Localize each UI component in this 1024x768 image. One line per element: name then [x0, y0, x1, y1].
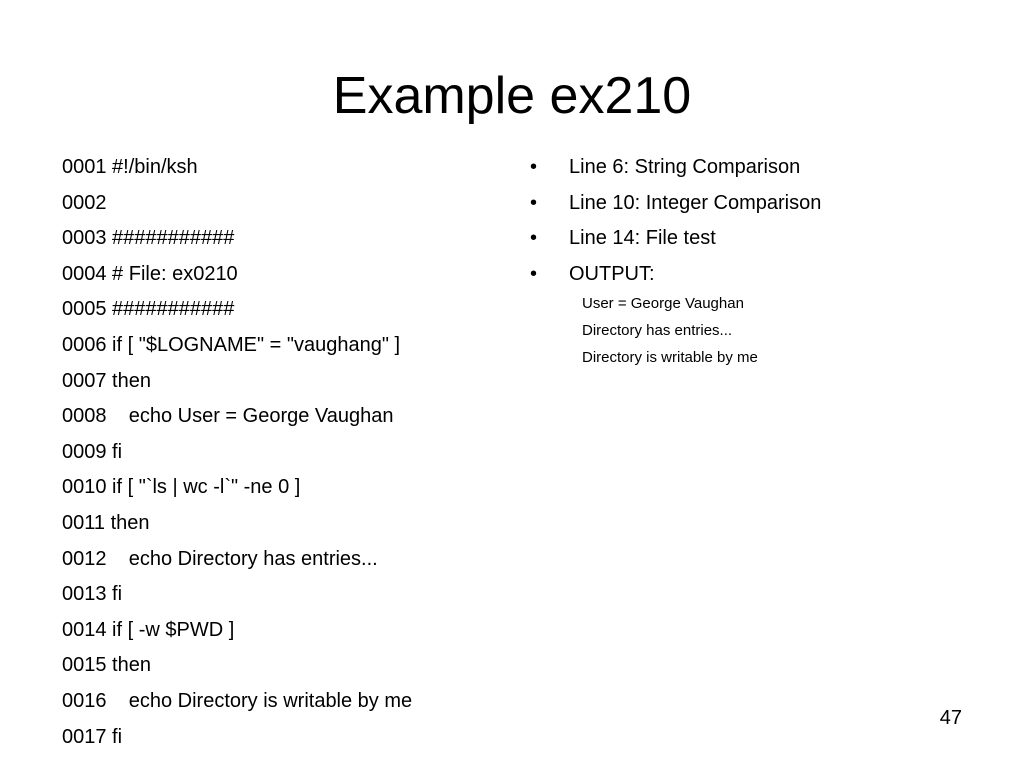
code-line: 0008 echo User = George Vaughan — [62, 405, 394, 428]
code-line: 0007 then — [62, 369, 151, 392]
code-line: 0003 ########### — [62, 227, 235, 250]
code-line: 0016 echo Directory is writable by me — [62, 689, 413, 712]
code-line: 0004 # File: ex0210 — [62, 262, 238, 285]
output-block-container — [530, 290, 990, 371]
output-line: Directory is writable by me — [582, 349, 758, 367]
code-line: 0015 then — [62, 654, 151, 677]
bullet-item-integer-comparison — [530, 186, 990, 222]
code-line: 0014 if [ -w $PWD ] — [62, 618, 235, 641]
code-line: 0001 #!/bin/ksh — [62, 156, 198, 178]
bullet-item-file-test — [530, 221, 990, 257]
bullet-text: Line 10: Integer Comparison — [569, 191, 822, 214]
code-line: 0006 if [ "$LOGNAME" = "vaughang" ] — [62, 333, 401, 356]
bullet-text: Line 6: String Comparison — [569, 156, 801, 178]
bullet-item-string-comparison — [530, 150, 990, 186]
code-line: 0010 if [ "`ls | wc -l`" -ne 0 ] — [62, 476, 301, 499]
output-block — [582, 290, 990, 371]
bullet-marker: • — [530, 227, 538, 250]
code-listing — [62, 150, 502, 755]
code-line: 0002 — [62, 191, 107, 214]
code-line: 0005 ########### — [62, 298, 235, 321]
code-line: 0009 fi — [62, 440, 123, 463]
bullet-text: OUTPUT: — [569, 262, 655, 285]
bullet-text: Line 14: File test — [569, 227, 716, 250]
output-line: Directory has entries... — [582, 322, 733, 340]
code-line: 0017 fi — [62, 725, 123, 748]
bullet-marker: • — [530, 191, 538, 214]
bullet-list — [530, 150, 990, 371]
bullet-marker: • — [530, 156, 538, 178]
code-line: 0011 then — [62, 511, 150, 534]
page-number: 47 — [939, 707, 962, 729]
bullet-marker: • — [530, 262, 538, 285]
code-line: 0013 fi — [62, 583, 123, 606]
slide-title: Example ex210 — [332, 67, 692, 125]
code-line: 0012 echo Directory has entries... — [62, 547, 378, 570]
output-line: User = George Vaughan — [582, 295, 744, 313]
bullet-item-output — [530, 257, 990, 293]
